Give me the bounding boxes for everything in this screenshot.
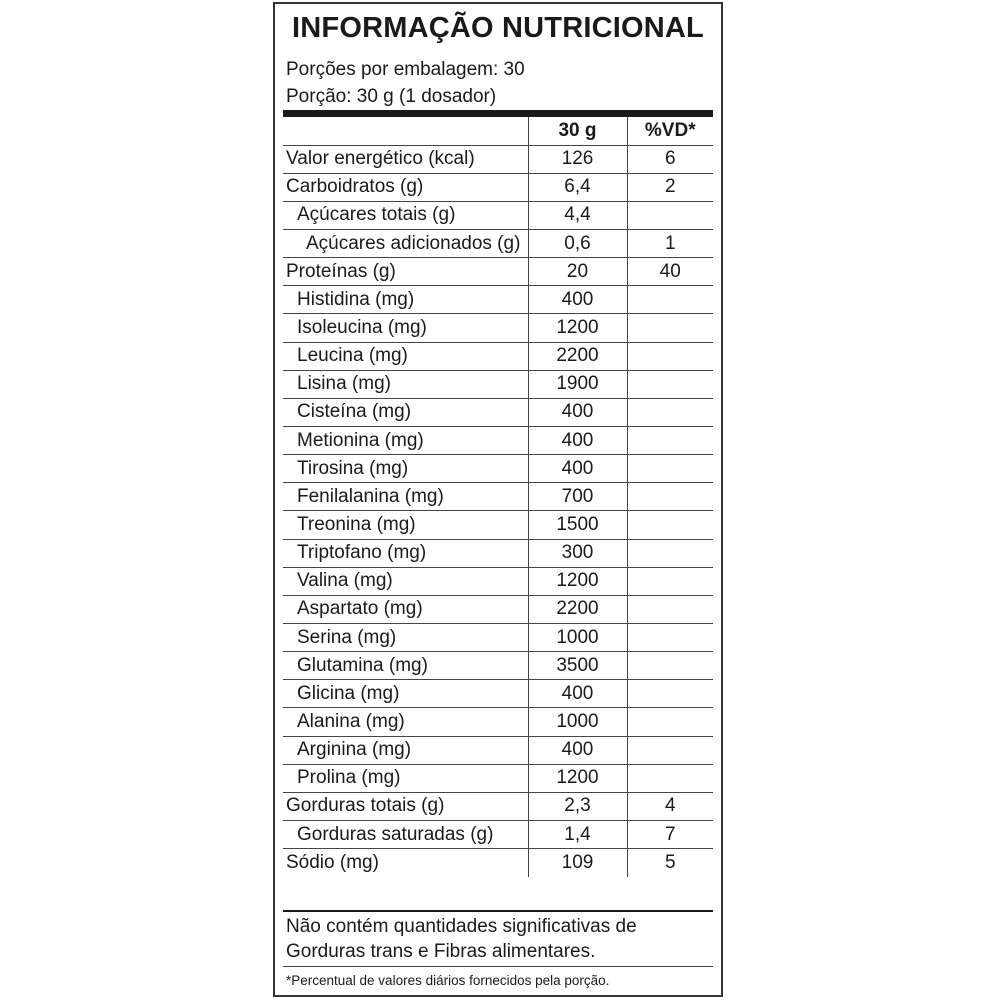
portion-info xyxy=(286,56,525,110)
table-row xyxy=(283,370,713,398)
thick-divider xyxy=(283,110,713,117)
nutrient-dv: 2 xyxy=(627,173,713,201)
table-row xyxy=(283,455,713,483)
table-row xyxy=(283,539,713,567)
nutrition-table xyxy=(283,117,713,877)
table-row xyxy=(283,792,713,820)
nutrient-amount: 1900 xyxy=(528,370,627,398)
table-header-row xyxy=(283,117,713,145)
table-row xyxy=(283,624,713,652)
nutrient-name: Fenilalanina (mg) xyxy=(283,483,528,511)
nutrient-amount: 2,3 xyxy=(528,792,627,820)
nutrient-name: Triptofano (mg) xyxy=(283,539,528,567)
nutrient-name: Histidina (mg) xyxy=(283,286,528,314)
table-row xyxy=(283,342,713,370)
label-title: INFORMAÇÃO NUTRICIONAL xyxy=(292,12,704,44)
nutrition-rows xyxy=(283,145,713,877)
table-row xyxy=(283,736,713,764)
nutrient-dv xyxy=(627,483,713,511)
nutrient-dv xyxy=(627,314,713,342)
nutrient-name: Açúcares adicionados (g) xyxy=(283,230,528,258)
nutrient-amount: 2200 xyxy=(528,342,627,370)
header-dv: %VD* xyxy=(627,117,713,145)
nutrient-name: Tirosina (mg) xyxy=(283,455,528,483)
nutrient-amount: 400 xyxy=(528,427,627,455)
nutrient-amount: 400 xyxy=(528,455,627,483)
nutrient-dv: 7 xyxy=(627,821,713,849)
table-row xyxy=(283,427,713,455)
nutrient-amount: 400 xyxy=(528,680,627,708)
nutrient-amount: 1200 xyxy=(528,764,627,792)
nutrient-name: Valor energético (kcal) xyxy=(283,145,528,173)
header-amount: 30 g xyxy=(528,117,627,145)
table-row xyxy=(283,201,713,229)
nutrient-dv xyxy=(627,595,713,623)
nutrient-dv xyxy=(627,511,713,539)
nutrient-amount: 1000 xyxy=(528,708,627,736)
nutrient-dv xyxy=(627,624,713,652)
nutrient-dv xyxy=(627,370,713,398)
table-row xyxy=(283,511,713,539)
nutrient-dv xyxy=(627,398,713,426)
table-row xyxy=(283,764,713,792)
nutrient-amount: 2200 xyxy=(528,595,627,623)
nutrient-amount: 400 xyxy=(528,286,627,314)
nutrient-amount: 109 xyxy=(528,849,627,877)
nutrient-amount: 1200 xyxy=(528,567,627,595)
table-row xyxy=(283,652,713,680)
nutrient-amount: 0,6 xyxy=(528,230,627,258)
nutrient-dv xyxy=(627,427,713,455)
nutrient-amount: 400 xyxy=(528,736,627,764)
table-row xyxy=(283,230,713,258)
nutrient-name: Prolina (mg) xyxy=(283,764,528,792)
nutrient-dv xyxy=(627,736,713,764)
table-row xyxy=(283,314,713,342)
nutrient-name: Treonina (mg) xyxy=(283,511,528,539)
nutrient-amount: 400 xyxy=(528,398,627,426)
nutrient-dv: 5 xyxy=(627,849,713,877)
nutrient-dv xyxy=(627,680,713,708)
nutrient-name: Gorduras totais (g) xyxy=(283,792,528,820)
nutrient-name: Carboidratos (g) xyxy=(283,173,528,201)
table-row xyxy=(283,258,713,286)
header-nutrient xyxy=(283,117,528,145)
nutrient-amount: 300 xyxy=(528,539,627,567)
nutrient-amount: 1,4 xyxy=(528,821,627,849)
nutrient-dv xyxy=(627,201,713,229)
bottom-divider xyxy=(283,910,713,912)
nutrient-dv xyxy=(627,286,713,314)
nutrient-name: Sódio (mg) xyxy=(286,851,379,873)
nutrient-name: Arginina (mg) xyxy=(283,736,528,764)
nutrient-name: Gorduras saturadas (g) xyxy=(283,821,528,849)
nutrient-amount: 1500 xyxy=(528,511,627,539)
nutrient-name: Aspartato (mg) xyxy=(283,595,528,623)
nutrient-dv: 40 xyxy=(627,258,713,286)
nutrient-name: Glicina (mg) xyxy=(283,680,528,708)
nutrient-dv xyxy=(627,455,713,483)
table-row xyxy=(283,708,713,736)
table-row xyxy=(283,145,713,173)
nutrient-dv xyxy=(627,539,713,567)
nutrient-amount: 6,4 xyxy=(528,173,627,201)
nutrient-name: Açúcares totais (g) xyxy=(283,201,528,229)
table-row xyxy=(283,286,713,314)
nutrition-facts-label xyxy=(273,2,723,997)
table-row xyxy=(283,595,713,623)
footnote-divider xyxy=(283,966,713,967)
nutrient-dv xyxy=(627,652,713,680)
nutrient-dv xyxy=(627,342,713,370)
table-row xyxy=(283,680,713,708)
nutrient-name: Alanina (mg) xyxy=(283,708,528,736)
table-row xyxy=(283,567,713,595)
nutrient-name: Cisteína (mg) xyxy=(283,398,528,426)
table-row xyxy=(283,849,713,877)
nutrient-dv: 1 xyxy=(627,230,713,258)
nutrient-name: Lisina (mg) xyxy=(283,370,528,398)
table-row xyxy=(283,173,713,201)
nutrient-name: Leucina (mg) xyxy=(283,342,528,370)
serving-size: Porção: 30 g (1 dosador) xyxy=(286,86,497,107)
nutrient-amount: 1200 xyxy=(528,314,627,342)
nutrient-amount: 126 xyxy=(528,145,627,173)
nutrient-name: Serina (mg) xyxy=(283,624,528,652)
nutrient-amount: 1000 xyxy=(528,624,627,652)
nutrient-amount: 3500 xyxy=(528,652,627,680)
servings-per-package: Porções por embalagem: 30 xyxy=(286,59,525,80)
table-row xyxy=(283,398,713,426)
nutrient-dv: 6 xyxy=(627,145,713,173)
table-row xyxy=(283,483,713,511)
nutrient-amount: 20 xyxy=(528,258,627,286)
nutrition-note: Não contém quantidades significativas de Gorduras trans e Fibras alimentares. xyxy=(286,916,637,962)
footnote: *Percentual de valores diários fornecidos pela porção. xyxy=(286,973,610,988)
nutrient-dv: 4 xyxy=(627,792,713,820)
nutrient-name: Isoleucina (mg) xyxy=(283,314,528,342)
nutrient-name: Proteínas (g) xyxy=(283,258,528,286)
nutrient-name: Valina (mg) xyxy=(283,567,528,595)
nutrient-amount: 700 xyxy=(528,483,627,511)
table-row xyxy=(283,821,713,849)
nutrient-amount: 4,4 xyxy=(528,201,627,229)
nutrient-dv xyxy=(627,708,713,736)
nutrient-name: Glutamina (mg) xyxy=(283,652,528,680)
nutrient-dv xyxy=(627,567,713,595)
nutrient-name: Metionina (mg) xyxy=(283,427,528,455)
nutrient-dv xyxy=(627,764,713,792)
